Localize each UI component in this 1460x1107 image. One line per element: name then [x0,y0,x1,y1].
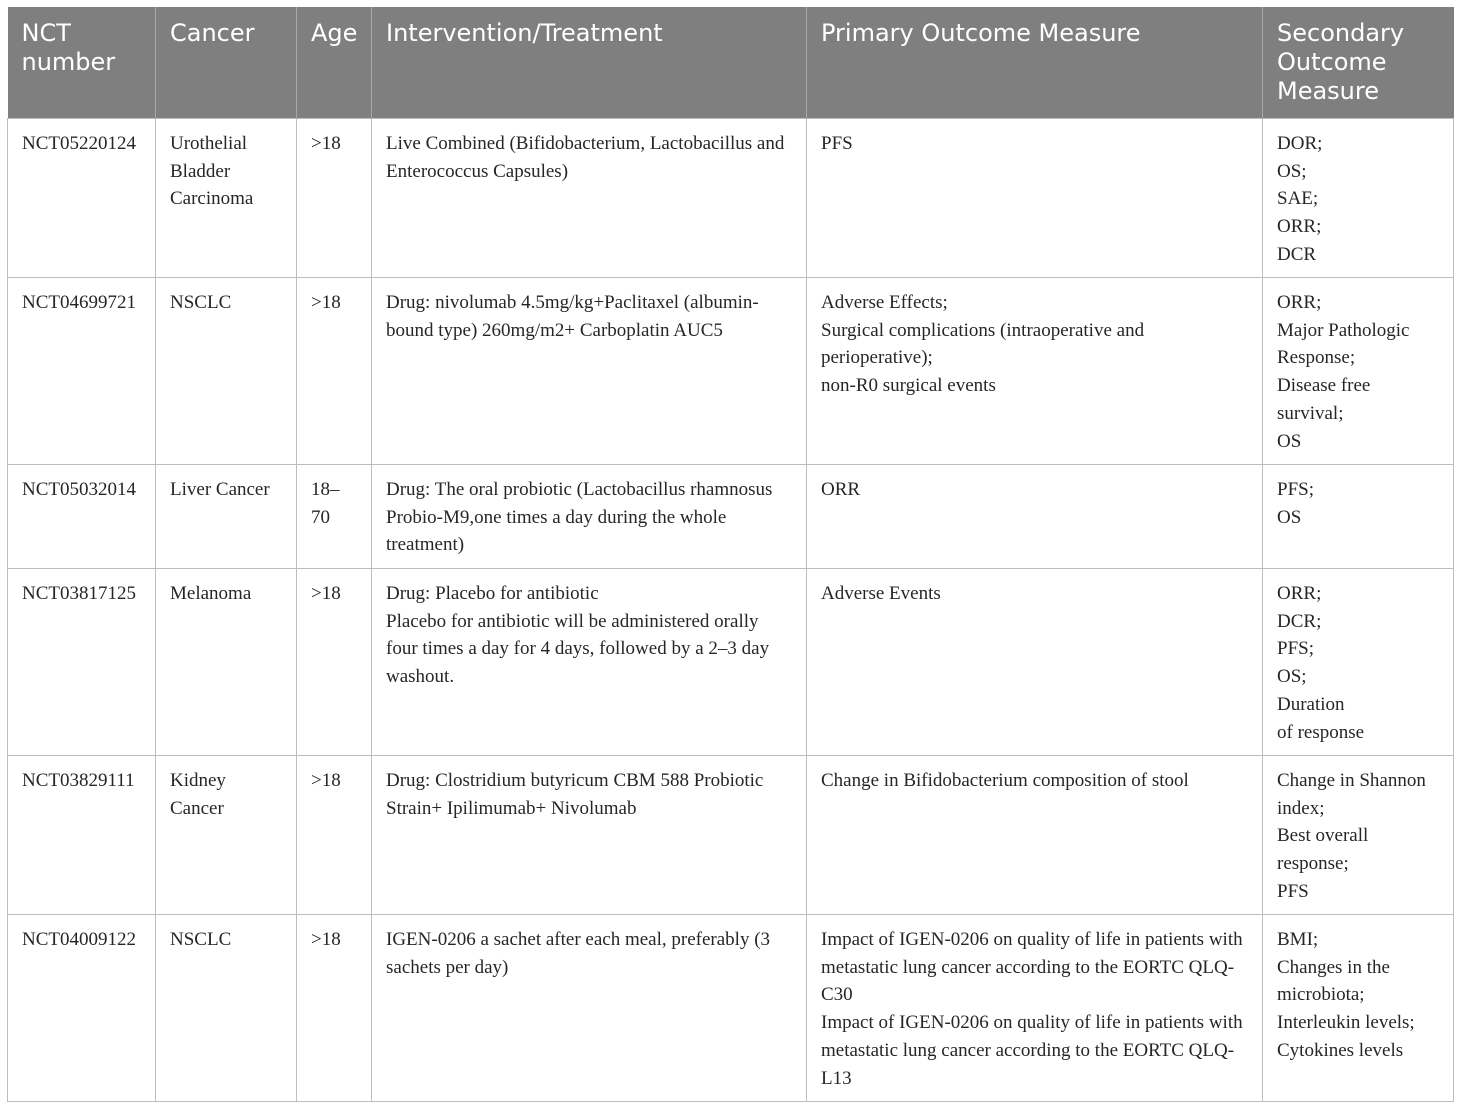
cell-secondary: ORR; DCR; PFS; OS; Duration of response [1263,569,1454,756]
cell-intervention: Drug: The oral probiotic (Lactobacillus rhamnosus Probio-M9,one times a day during the whole treatment) [372,465,807,569]
cell-cancer: Urothelial Bladder Carcinoma [156,119,297,278]
cell-age: 18– 70 [297,465,372,569]
header-age [297,7,372,119]
cell-primary: ORR [807,465,1263,569]
header-intervention [372,7,807,119]
cell-age: >18 [297,915,372,1102]
cell-intervention: Drug: Placebo for antibiotic Placebo for antibiotic will be administered orally four times a day for 4 days, followed by a 2–3 day washout. [372,569,807,756]
cell-age: >18 [297,119,372,278]
table-header [8,7,1454,119]
cell-nct: NCT05220124 [8,119,156,278]
cell-age: >18 [297,278,372,465]
cell-intervention: Drug: Clostridium butyricum CBM 588 Probiotic Strain+ Ipilimumab+ Nivolumab [372,756,807,915]
header-intervention-label: Intervention/Treatment [386,19,663,47]
cell-intervention: IGEN-0206 a sachet after each meal, preferably (3 sachets per day) [372,915,807,1102]
cell-age: >18 [297,569,372,756]
cell-cancer: Liver Cancer [156,465,297,569]
cell-primary: Adverse Events [807,569,1263,756]
cell-cancer: Kidney Cancer [156,756,297,915]
cell-nct: NCT04009122 [8,915,156,1102]
header-nct-number [8,7,156,119]
header-secondary-label: Secondary Outcome Measure [1277,19,1405,105]
table-row [8,119,1454,278]
header-primary-outcome [807,7,1263,119]
cell-secondary: BMI; Changes in the microbiota; Interleukin levels; Cytokines levels [1263,915,1454,1102]
cell-secondary: Change in Shannon index; Best overall response; PFS [1263,756,1454,915]
header-cancer [156,7,297,119]
cell-primary: Change in Bifidobacterium composition of stool [807,756,1263,915]
cell-primary: Adverse Effects; Surgical complications (intraoperative and perioperative); non-R0 surgical events [807,278,1263,465]
cell-nct: NCT03817125 [8,569,156,756]
cell-secondary: PFS; OS [1263,465,1454,569]
cell-intervention: Live Combined (Bifidobacterium, Lactobacillus and Enterococcus Capsules) [372,119,807,278]
table-body [8,119,1454,1102]
cell-nct: NCT03829111 [8,756,156,915]
table-row [8,465,1454,569]
header-age-label: Age [311,19,358,47]
table-row [8,278,1454,465]
header-row [8,7,1454,119]
header-nct-label: NCT number [21,19,116,76]
cell-cancer: NSCLC [156,278,297,465]
cell-secondary: DOR; OS; SAE; ORR; DCR [1263,119,1454,278]
cell-primary: PFS [807,119,1263,278]
cell-nct: NCT04699721 [8,278,156,465]
table-row [8,915,1454,1102]
table-row [8,756,1454,915]
clinical-trials-table [7,7,1454,1102]
cell-primary: Impact of IGEN-0206 on quality of life in patients with metastatic lung cancer according to the EORTC QLQ-C30 Impact of IGEN-0206 on quality of life in patients with metastatic lung cancer according to the EORTC QLQ-L13 [807,915,1263,1102]
cell-nct: NCT05032014 [8,465,156,569]
header-cancer-label: Cancer [170,19,255,47]
cell-cancer: Melanoma [156,569,297,756]
cell-cancer: NSCLC [156,915,297,1102]
header-secondary-outcome [1263,7,1454,119]
cell-intervention: Drug: nivolumab 4.5mg/kg+Paclitaxel (albumin-bound type) 260mg/m2+ Carboplatin AUC5 [372,278,807,465]
cell-secondary: ORR; Major Pathologic Response; Disease free survival; OS [1263,278,1454,465]
header-primary-label: Primary Outcome Measure [821,19,1141,47]
cell-age: >18 [297,756,372,915]
table-row [8,569,1454,756]
